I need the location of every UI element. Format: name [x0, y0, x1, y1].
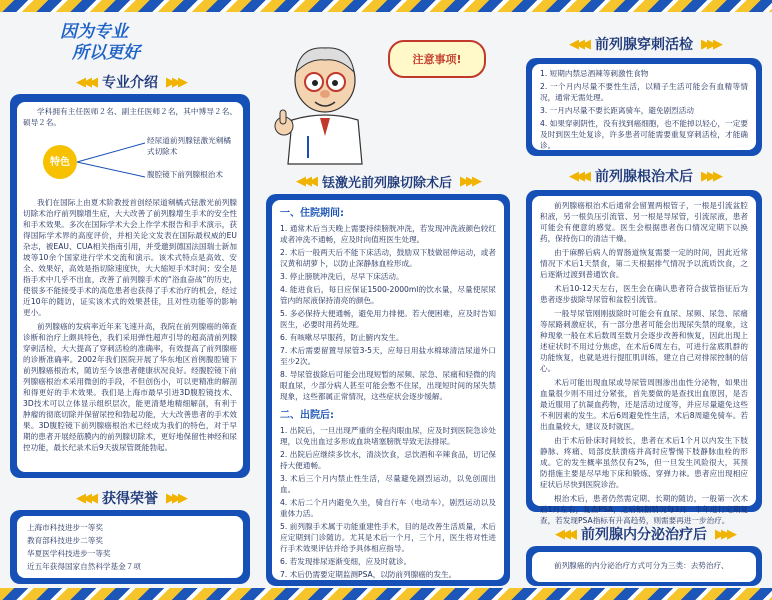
arrow-right-icon: ▶▶▶ — [701, 168, 719, 184]
out-item: 5. 前列腺手术属于功能重建性手术，目的是改善生活质量，术后应定期到门诊随访。尤其是术后一个月，三个月，医生将对性进行手术效果评估并给予具体相应指导。 — [280, 522, 496, 553]
biopsy-item: 3. 一月内尽量不要长距离骑车，避免剧烈活动 — [540, 106, 694, 115]
feature-badge-label: 特色 — [50, 156, 70, 168]
endocrine-content — [532, 552, 756, 582]
radical-title — [522, 166, 766, 186]
out-item: 1. 出院后，一旦出现严重的全程肉眼血尿，应及时到医院急诊处理，以免出血过多形成血块堵塞膀胱导致无法排尿。 — [280, 426, 496, 446]
intro-content — [17, 102, 243, 472]
hosp-item: 1. 通常术后当天晚上需要持续膀胱冲洗，若发现冲洗液颜色较红或者冲洗不通畅，应及时向值班医生处理。 — [280, 224, 496, 244]
out-item: 4. 术后二个月内避免久坐，骑自行车（电动车），剧烈运动以及重体力活。 — [280, 498, 496, 518]
hosp-item: 2. 术后一般两天后不能下床活动，鼓励双下肢做屈伸运动，或者汉黄和胡萝卜，以防止深静脉血栓形成。 — [280, 248, 496, 268]
arrow-left-icon: ◀◀◀ — [76, 490, 94, 506]
feature-connector — [75, 131, 155, 193]
arrow-right-icon: ▶▶▶ — [166, 490, 184, 506]
biopsy-title-text: 前列腺穿刺活检 — [595, 37, 693, 53]
tulep-content — [272, 200, 504, 580]
hosp-item: 3. 停止膀胱冲洗后，尽早下床活动。 — [280, 272, 404, 281]
intro-staff: 学科拥有主任医师２名、副主任医师２名，其中博导２名、硕导２名。 — [23, 107, 237, 127]
honor-item: 近五年获得国家自然科学基金７项 — [27, 562, 141, 571]
intro-para-2: 前列腺癌的发病率近年来飞速升高，我院在前列腺癌的筛查诊断和治疗上颇具特色，我们采用弹性超声引导的超高清前列腺穿刺活检，大大提高了穿刺活检的准确率，有效提高了前列腺癌的诊断准确率。2002年我们医院开展了华东地区首例腹腔镜下前列腺癌根治术，随访至今该患者健康状况良好。经腹腔镜下前列腺癌根治术采用微创的手段，不但创伤小，可以更精准的解剖和得更好的手术效果。我们是上海市最早引进3D腹腔镜技术、3D技术可以立体显示组织层次，能更清楚地精细解剖，有利于肿瘤的彻底切除并保留尿控和勃起功能，大大改善患者的手术效果。3D腹腔镜下前列腺癌根治术已经成为我们的特色，对于早期的患者开展经筋膜内的前列腺切除术，更好地保留性神经和尿控功能，最长纪录术后9天拔尿管既能勃起。 — [23, 322, 237, 452]
arrow-left-icon: ◀◀◀ — [295, 174, 314, 189]
tulep-title-text: 铥激光前列腺切除术后 — [321, 176, 452, 191]
hosp-item: 4. 能进食后，每日应保证1500-2000ml的饮水量，尽量使尿尿管内的尿液保持清亮的颜色。 — [280, 285, 496, 305]
radical-content — [532, 196, 756, 525]
endocrine-text: 前列腺癌的内分泌治疗方式可分为三类：去势治疗、 — [554, 561, 729, 570]
out-item: 7. 术后仍需要定期监测PSA，以防前列腺癌的发生。 — [280, 570, 457, 579]
biopsy-item: 4. 如果穿刺阴性，没有找到癌细胞，也不能掉以轻心，一定要及时到医生处复诊，许多患者可能需要重复穿刺活检，才能确诊。 — [540, 119, 748, 150]
hosp-title: 一、住院期间: — [280, 208, 344, 219]
top-stripe — [0, 0, 772, 12]
feature-item-2: 腹腔镜下前列腺根治术 — [147, 170, 223, 179]
hosp-item: 6. 有咳嗽尽早服药，防止腑内发生。 — [280, 333, 404, 342]
notice-bubble — [388, 40, 486, 78]
radical-para: 一般导尿管刚刚拔除时可能会有血尿、尿频、尿急、尿痛等尿路刺激症状，有一部分患者可能会出现尿失禁的现象，这种现象一般在术后数周至数月会逐步改善和恢复，因此出现上述症状时不用过分焦虑，在术后6周左右，可进行盆底肌群的功能恢复，也就是进行提肛肌训练，建立自己对排尿控制的信心。 — [540, 309, 748, 373]
arrow-right-icon: ▶▶▶ — [701, 36, 719, 52]
slogan-line1: 因为专业 — [60, 22, 128, 42]
endocrine-title-text: 前列腺内分泌治疗后 — [581, 527, 707, 543]
intro-title-text: 专业介绍 — [102, 75, 158, 91]
radical-para: 前列腺癌根治术后通常会留置两根管子，一根是引流盆腔积液，另一根负压引流管、另一根是导尿管，引流尿液，患者可能会有便意的感觉。医生会根据患者伤口情况定期下以换药，保持伤口的清洁干燥。 — [540, 201, 748, 243]
arrow-right-icon: ▶▶▶ — [715, 526, 733, 542]
bottom-stripe — [0, 588, 772, 600]
radical-title-text: 前列腺根治术后 — [595, 169, 693, 185]
honors-title-text: 获得荣誉 — [102, 491, 158, 507]
arrow-left-icon: ◀◀◀ — [555, 526, 573, 542]
radical-para: 根治术后，患者仍然需定期、长期的随访，一般第一次术后1月左右，复查PSA，之后根据情况每3月一半年进行定期复查，若发现PSA指标有升高趋势，则需要再进一步治疗。 — [540, 494, 748, 525]
slogan — [60, 22, 140, 64]
feature-block — [23, 131, 237, 193]
slogan-line2: 所以更好 — [72, 43, 140, 63]
doctor-mascot — [270, 40, 380, 166]
honor-item: 华夏医学科技进步一等奖 — [27, 549, 111, 558]
endocrine-title — [522, 524, 766, 544]
biopsy-item: 2. 一个月内尽量不要性生活，以精子生活可能会有血精等情况，通常无需处理。 — [540, 82, 748, 102]
hosp-item: 8. 导尿管拔除后可能会出现短暂的尿频、尿急、尿痛和轻微的肉眼血尿，少部分病人甚至可能会憋不住尿，出现短时间的尿失禁现象，这些都属正常情况，这些症状会逐步缓解。 — [280, 370, 496, 401]
arrow-right-icon: ▶▶▶ — [460, 174, 478, 189]
radical-para: 术后10-12天左右，医生会在确认患者符合拔管指征后为患者逐步拔除导尿管和盆腔引流管。 — [540, 284, 748, 304]
arrow-right-icon: ▶▶▶ — [166, 74, 184, 90]
doctor-icon — [270, 40, 380, 166]
out-item: 3. 术后三个月内禁止性生活，尽量避免剧烈运动，以免创面出血。 — [280, 474, 496, 494]
arrow-left-icon: ◀◀◀ — [569, 168, 587, 184]
honors-list — [17, 516, 243, 578]
radical-para: 由于术后卧床时间较长，患者在术后1个月以内发生下肢静脉、疼痛、局部皮肤溃疡并高时应警惕下肢静脉血栓的形成。它的发生概率虽然仅有2%，但一旦发生风险很大，其预防措施主要是尽早地下床和锻炼、穿弹力袜。患者应出现相应症状后尽快到医院诊治。 — [540, 436, 748, 489]
feature-item-1: 经尿道前列腺铥激光剜橘式切除术 — [147, 136, 231, 156]
radical-para: 术后可能出现血尿或导尿管周围渗出血性分泌物，如果出血量很少则不用过分紧张，首先要做的是查找出血原因，是否最近服用了抗凝血药物，还是活动过度等，并应尽量避免这些不利因素的发生。术后6周避免性生活，术后8周避免骑车。若出血量较大，建议及时就医。 — [540, 378, 748, 431]
tulep-title — [258, 172, 516, 191]
out-title: 二、出院后: — [280, 410, 334, 421]
hosp-item: 7. 术后需要留置导尿管3-5天，应每日用盐水棉球清洁尿道外口至少2次。 — [280, 346, 496, 366]
biopsy-item: 1. 短期内禁忌酒辣等刺激性食物 — [540, 69, 649, 78]
arrow-left-icon: ◀◀◀ — [569, 36, 587, 52]
hosp-item: 5. 多必保持大便通畅，避免用力排便。若大便困难，应及时告知医生，必要时用药处理。 — [280, 309, 496, 329]
out-item: 2. 出院后应继续多饮水，清淡饮食，忌饮酒和辛辣食品，切记保持大便通畅。 — [280, 450, 496, 470]
honors-title — [10, 488, 250, 508]
honor-item: 上海市科技进步一等奖 — [27, 523, 103, 532]
intro-title — [10, 72, 250, 92]
biopsy-content — [532, 64, 756, 150]
arrow-left-icon: ◀◀◀ — [76, 74, 94, 90]
out-item: 6. 若发现排尿逐渐变细，应及时就诊。 — [280, 557, 412, 566]
biopsy-title — [522, 34, 766, 54]
notice-text: 注意事项! — [412, 53, 462, 66]
feature-badge — [43, 145, 77, 179]
honor-item: 教育部科技进步二等奖 — [27, 536, 103, 545]
intro-para-1: 我们在国际上由夏术阶教授首创经尿道剜橘式铥激光前列腺切除术治疗前列腺增生症，大大改善了前列腺增生手术的安全性和手术效果。多次在国际学术大会上作学术报告和手术演示，获得国际学术界的高度评价，并相关论文发表在国际最权威的EU杂志，被EAU、CUA相关指南引用，并受邀到德国法国瑞士新加坡等10余个国家进行学术交流和演示。该术式特点是高效、安全、效果好，高效是指切除速度快，大大缩短手术时间；安全是指手术中几乎不出血，改善了前列腺手术的“浴血奋战”的历史，使很多不能接受手术的高危患者也获得了手术治疗的机会，经过近10年的随访，证实该术式的效果甚佳，且对性功能等的影响更小。 — [23, 198, 237, 317]
radical-para: 由于麻醉后病人的胃肠道恢复需要一定的时间，因此近常情况下术后1天禁食，第二天根据排气情况予以流质饮食，之后逐渐过渡到普通饮食。 — [540, 248, 748, 279]
